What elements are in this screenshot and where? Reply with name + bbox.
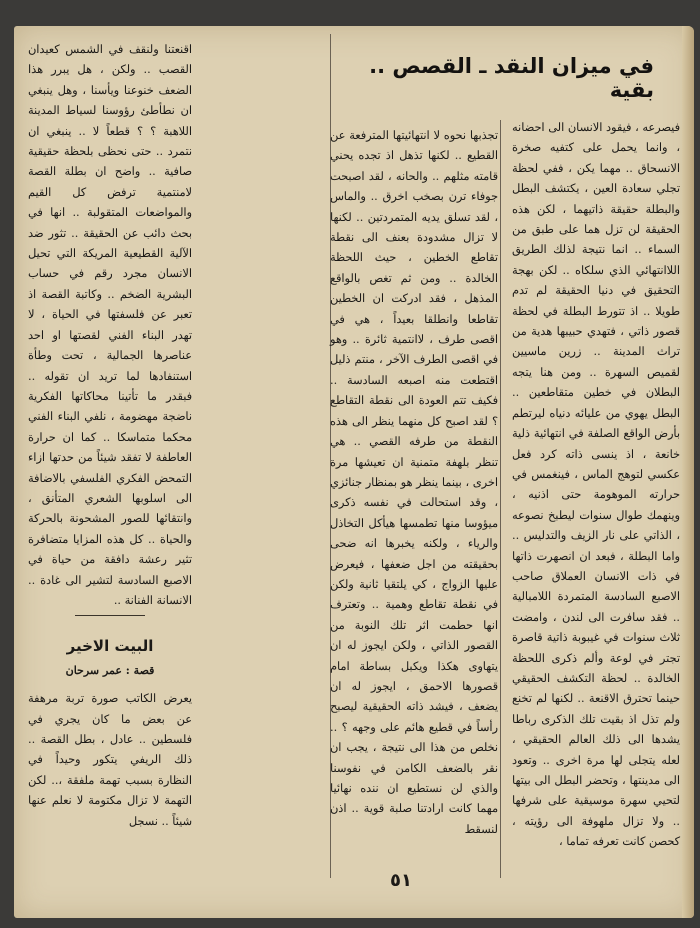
page-number: ٥١ xyxy=(390,870,412,891)
column-divider-right xyxy=(500,120,501,878)
column-left-text-bottom: يعرض الكاتب صورة تربة مرهفة عن بعض ما كان يجري في فلسطين .. عادل ، بطل القصة .. ذلك الريفي يتكور وحيداً في النظارة بسبب تهمة ملفقة ،.. لكن التهمة لا تزال مكتومة لا نعلم عنها شيئاً .. نسجل xyxy=(28,692,192,828)
text-column-left xyxy=(28,40,192,832)
column-left-text-top: اقنعتنا ولنقف في الشمس كعيدان القصب .. ولكن ، هل يبرر هذا الضعف خنوعنا ويأسنا ، وهل ينبغي ان نطأطئ رؤوسنا لسياط المدينة اللاهبة ؟ ؟ قطعاً لا .. ينبغي ان نتمرد .. حتى نحظى بلحظة حقيقية صافية .. واضح ان بطلة القصة لامنتمية ترفض كل القيم والمواضعات المتقولبة .. انها في بحث دائب عن الحقيقة .. تثور ضد الآلية القطيعية المريكة التي تحيل الانسان مجرد رقم في حساب البشرية الضخم .. وكاتبة القصة اذ تعبر عن فلسفتها في الحياة ، لا تهدر البناء الفني لقصتها او احد عناصرها الجمالية ، تحت وطأة استنفادها لما تريد ان تقوله .. فبقدر ما تأتينا محاكاتها الفكرية ناضجة مهضومة ، نلفي البناء الفني محكما متماسكا .. كما ان حرارة العاطفة لا تفقد شيئاً من حدتها ازاء التمحض الفكري الفلسفي بالاضافة الى اسلوبها الشعري المتأنق ، وانتقائها للصور المشحونة بالحركة والحياة .. كل هذه المزايا متضافرة تثير رعشة دافقة من حياة في الاصبع السادسة لتشير الى غادة .. الانسانة الفنانة .. xyxy=(28,43,192,607)
section-divider xyxy=(75,615,145,616)
magazine-page xyxy=(14,26,694,918)
text-column-right xyxy=(512,118,680,853)
column-right-text: فيصرعه ، فيقود الانسان الى احضانه ، وانما يحمل على كتفيه صخرة الانسحاق .. مهما يكن ، ففي لحظة تجلي سعادة العين ، يكتشف البطل والبطلة حقيقة ذاتيهما ، لكن هذه الحقيقة لن تزل هما على طبق من السماء .. انما نتيجة لذلك الطريق اللاانتهائي الذي سلكاه .. لكن بهجة التحقيق في دنيا الحقيقة لم تدم طويلا .. اذ تتورط البطلة في لحظة قصور ذاتي ، فتهدي حبيبها هدية من تراث المدينة .. زرين ماسيين لقميص السهرة .. ومن هنا يتجه البطلان في خطين متقاطعين .. البطل يهوي من عليائه دنياه ليرتطم بأرض الواقع الصلفة في انتهائية ذلية خانعة ، اذ ينسى ذاته كرد فعل عكسي لتوهج الماس ، فينغمس في حرارته الموهومة حتى اذنيه ، وينهمك طوال سنوات ليطبخ نصوعه ، الذاتي على نار الزيف والتدليس .. واما البطلة ، فبعد ان انصهرت ذاتها في ذات الانسان العملاق صاحب الاصبع السادسة المتمردة اللامبالية .. فقد سافرت الى لندن ، وامضت ثلاث سنوات في غيبوبة ذاتية قاصرة تجتر في لوعة وألم ذكرى اللحظة الخالدة .. لحظة التكشف الحقيقي حينما تحترق الاقنعة .. لكنها لم تخنع ولم تذل اذ بقيت تلك الذكرى رباطا يشدها الى ذلك العالم الحقيقي ، لعله يتجلى لها مرة اخرى .. وتعود الى مدينتها ، وتحضر البطل الى بيتها لتحيي سهرة موسيقية على شرفها .. ولا تزال ملهوفة الى رؤيته ، كحصن كانت تعرفه تماما ، xyxy=(512,121,680,849)
column-middle-text: تجذبها نحوه لا انتهائيتها المترفعة عن القطيع .. لكنها تذهل اذ تجده يحني قامته مثلهم .. والحانه ، لقد اصبحت جوفاء ترن بصخب اخرق .. والماس ، لقد تسلق يديه المتمردتين .. لكنها لا تزال مشدودة بعنف الى نقطة تقاطع الخطين ، حيث اللحظة الخالدة .. ومن ثم تغص بالواقع المذهل ، فقد ادركت ان الخطين تقاطعا وانطلقا بعيداً ، هي في اقصى طرف ، لاانتمية ثائرة .. وهو في اقصى الطرف الآخر ، منتم ذليل اقتطعت منه اصبعه السادسة .. فكيف تتم العودة الى نقطة التقاطع ؟ لقد اصبح كل منهما ينظر الى هذه النقطة من طرفه القصي .. هي تنظر بلهفة متمنية ان تعيشها مرة اخرى ، بينما ينظر هو بمنظار جنائزي ، وقد استحالت في نفسه ذكرى ميؤوسا منها تطمسها هيأكل التخاذل والرياء ، ولكنه يخبرها انه ضحى بحقيقته من اجل ضعفها ، فيعرض عليها الزواج ، كي يلتقيا ثانية ولكن في نقطة تقاطع وهمية .. وتعترف انها حطمت اثر تلك النوبة من القصور الذاتي ، ولكن ايجوز له ان يتهاوى هكذا ويكبل بساطة امام قصورها الاحمق ، ايجوز له ان يضعف ، فيشد ذاته الحقيقية ليصبح رأساً في قطيع هائم على وجهه ؟ .. نخلص من هذا الى نتيجة ، يجب ان نقر بالضعف الكامن في نفوسنا والذي لن نستطيع ان ننده نهائيا مهما كانت ارادتنا صلبة قوية .. اذن لنسقط xyxy=(330,129,498,836)
page-spine xyxy=(682,26,694,918)
text-column-middle xyxy=(330,126,498,840)
article-title: في ميزان النقد ـ القصص .. بقية xyxy=(369,54,654,102)
section-heading: البيت الاخير xyxy=(66,637,154,656)
section-byline: قصة : عمر سرحان xyxy=(65,663,155,677)
